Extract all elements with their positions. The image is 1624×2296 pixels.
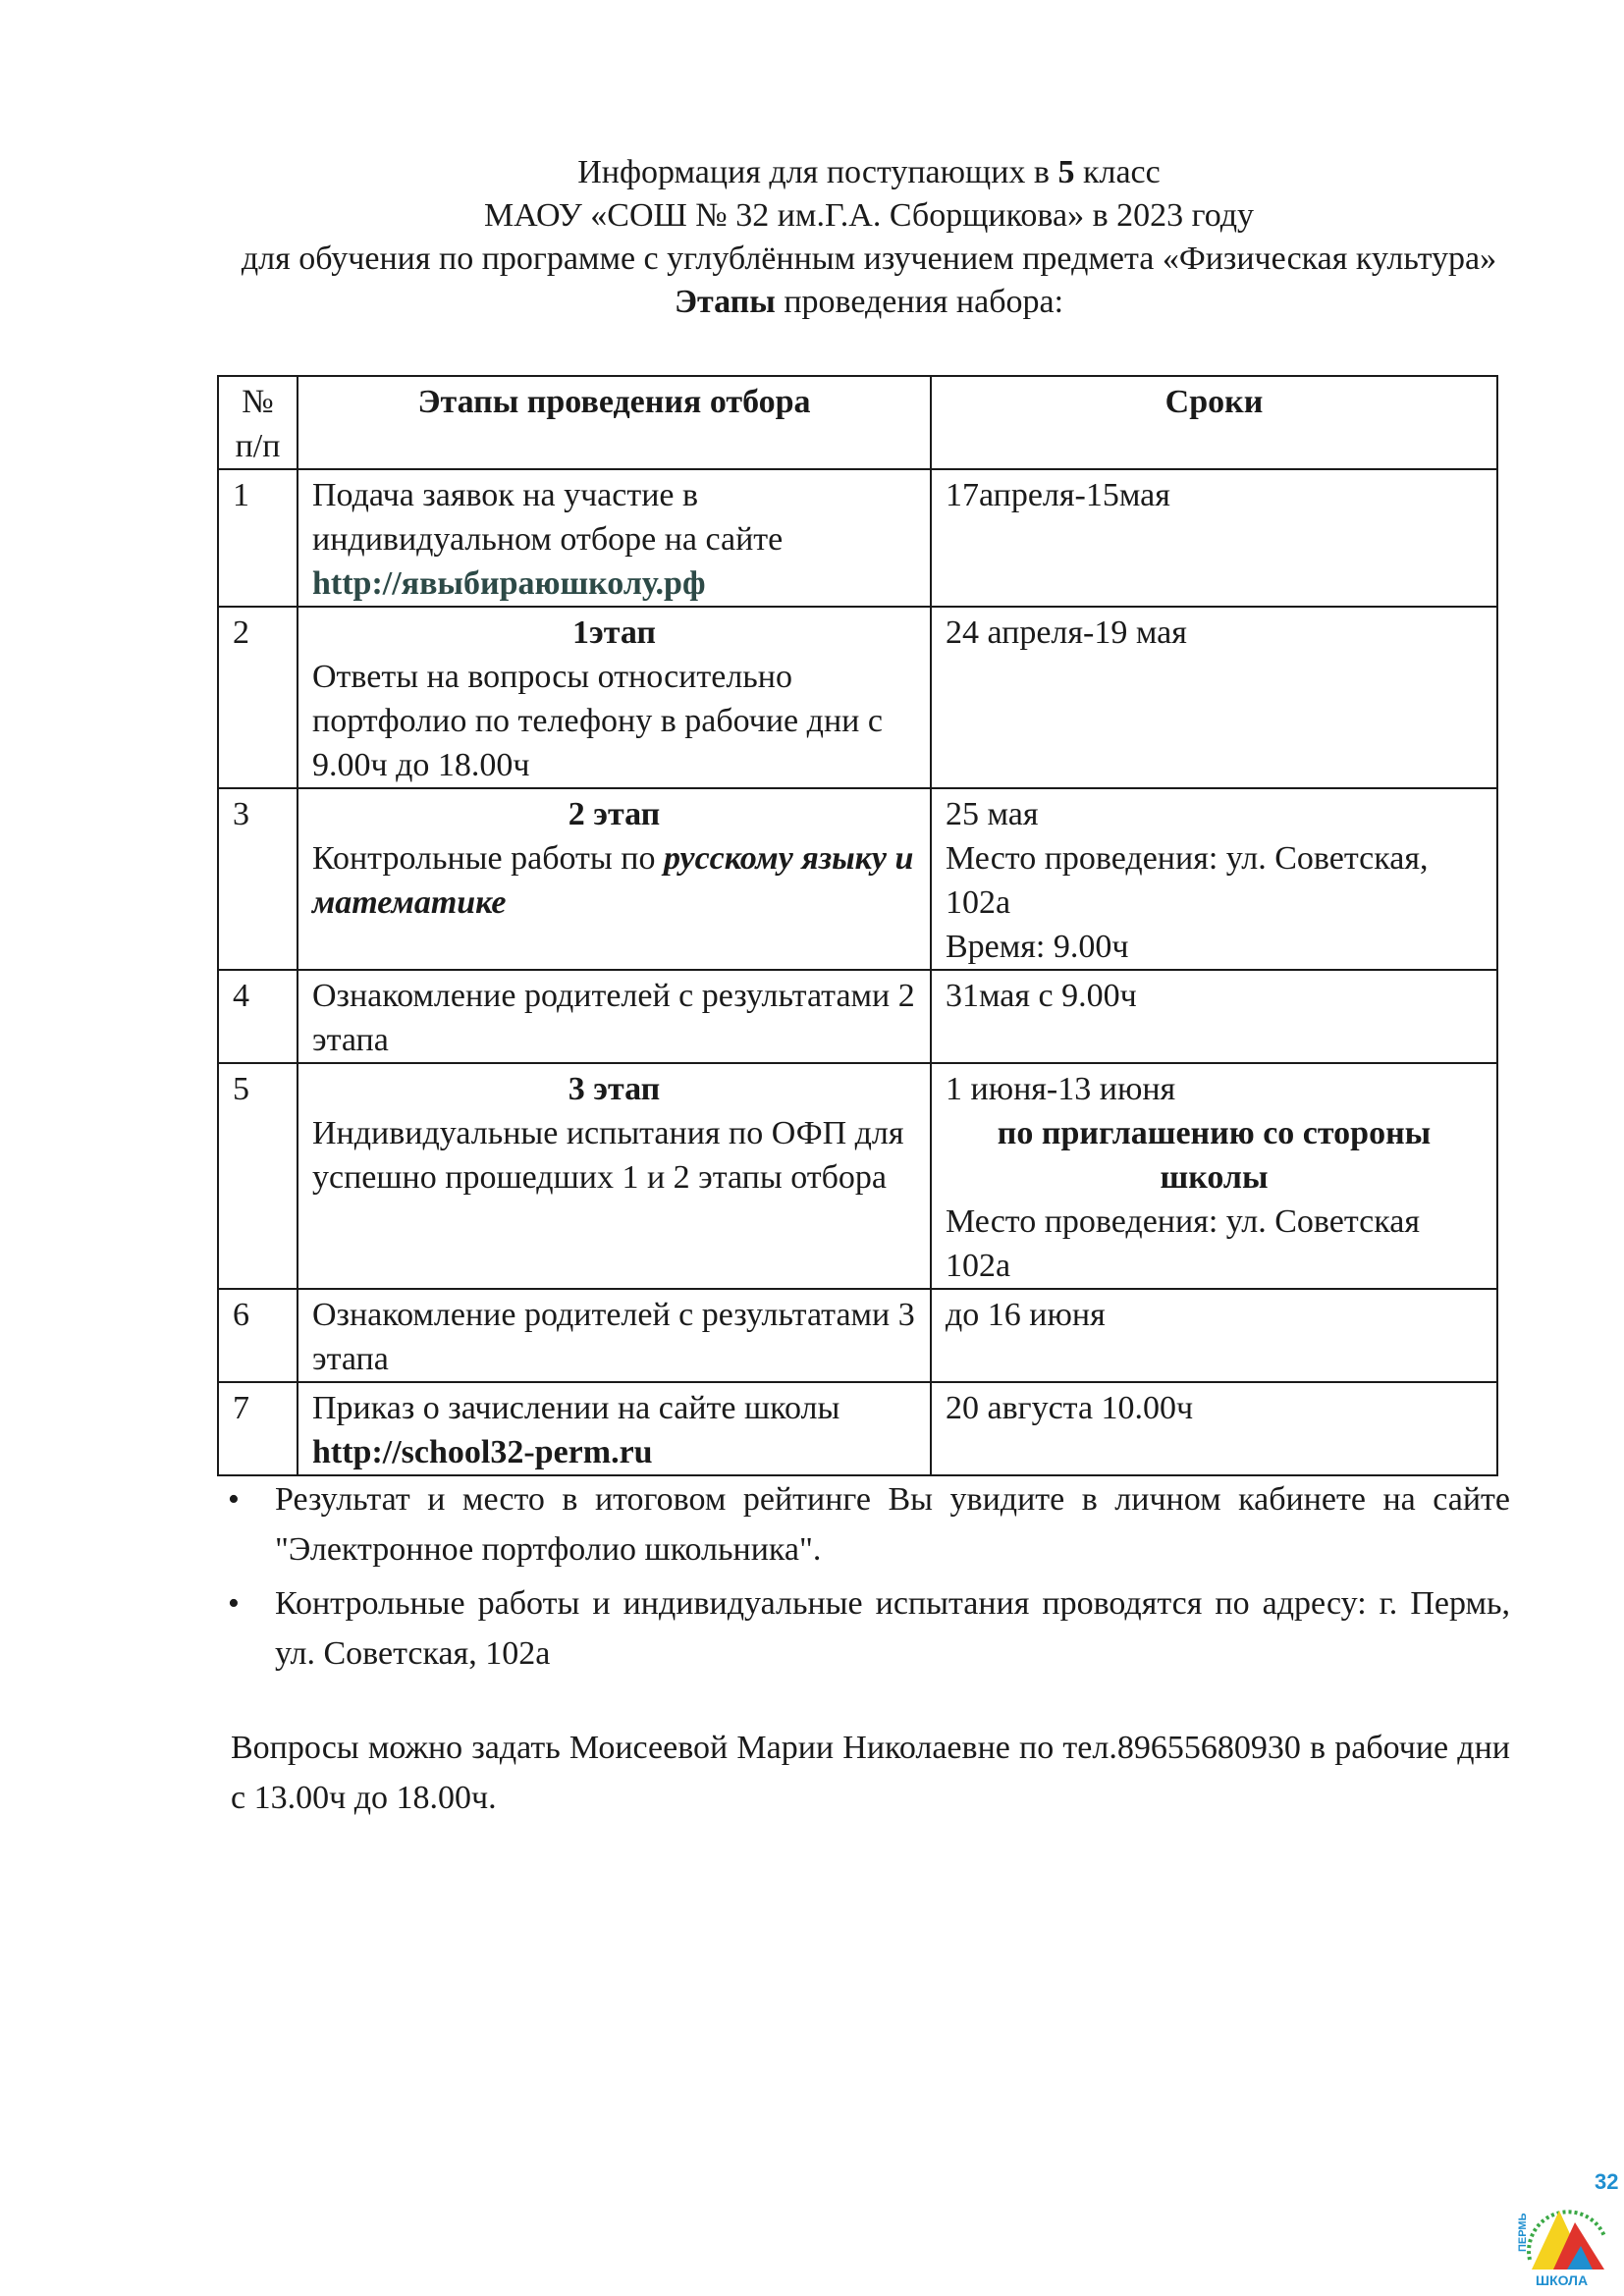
row-dates: 20 августа 10.00ч (931, 1382, 1497, 1475)
header-dates: Сроки (931, 376, 1497, 469)
invitation-note: по приглашению со стороны школы (997, 1115, 1432, 1196)
logo-number: 32 (1595, 2169, 1619, 2194)
row-num: 7 (218, 1382, 298, 1475)
bullet-icon: • (228, 1585, 240, 1622)
row-dates: 24 апреля-19 мая (931, 607, 1497, 788)
row-dates: 17апреля-15мая (931, 469, 1497, 607)
notes-list (228, 1474, 1510, 1682)
row-dates: 1 июня-13 июня по приглашению со стороны школы Место проведения: ул. Советская 102а (931, 1063, 1497, 1289)
table-row (218, 970, 1497, 1063)
stage-title: 1этап (572, 614, 656, 651)
table-row (218, 1382, 1497, 1475)
school-site-link[interactable]: http://school32-perm.ru (312, 1434, 653, 1470)
site-link[interactable]: http://явыбираюшколу.рф (312, 565, 706, 602)
row-stage: 3 этап Индивидуальные испытания по ОФП для успешно прошедших 1 и 2 этапы отбора (298, 1063, 931, 1289)
table-row (218, 1063, 1497, 1289)
heading-line-1: Информация для поступающих в 5 класс (577, 154, 1161, 190)
heading-line-4: Этапы проведения набора: (674, 284, 1064, 320)
heading-line-2: МАОУ «СОШ № 32 им.Г.А. Сборщикова» в 2023 году (483, 197, 1255, 234)
list-item: • Результат и место в итоговом рейтинге Вы увидите в личном кабинете на сайте "Электронное портфолио школьника". (275, 1474, 1510, 1575)
table-row (218, 469, 1497, 607)
stage-title: 3 этап (568, 1071, 661, 1107)
heading-line-3: для обучения по программе с углублённым изучением предмета «Физическая культура» (241, 240, 1497, 277)
row-stage: 2 этап Контрольные работы по русскому языку и математике (298, 788, 931, 970)
school-logo-icon (1510, 2167, 1619, 2289)
row-num: 2 (218, 607, 298, 788)
school-logo (1510, 2167, 1619, 2289)
logo-bottom-text: ШКОЛА (1536, 2272, 1589, 2288)
row-stage: Ознакомление родителей с результатами 3 этапа (298, 1289, 931, 1382)
stages-table (217, 375, 1498, 1476)
table-row (218, 1289, 1497, 1382)
row-dates: 31мая с 9.00ч (931, 970, 1497, 1063)
list-item: • Контрольные работы и индивидуальные испытания проводятся по адресу: г. Пермь, ул. Советская, 102а (275, 1578, 1510, 1679)
table-row (218, 607, 1497, 788)
table-header-row (218, 376, 1497, 469)
row-num: 1 (218, 469, 298, 607)
row-stage: Ознакомление родителей с результатами 2 этапа (298, 970, 931, 1063)
header-num: № п/п (218, 376, 298, 469)
document-heading (221, 151, 1517, 324)
stage-title: 2 этап (568, 796, 661, 832)
row-dates: до 16 июня (931, 1289, 1497, 1382)
bullet-icon: • (228, 1481, 240, 1518)
row-num: 4 (218, 970, 298, 1063)
row-num: 6 (218, 1289, 298, 1382)
table-row (218, 788, 1497, 970)
logo-side-text: ПЕРМЬ (1517, 2213, 1529, 2252)
stage-subjects: русскому языку и математике (312, 840, 914, 921)
row-num: 5 (218, 1063, 298, 1289)
row-stage: Подача заявок на участие в индивидуальном отборе на сайте http://явыбираюшколу.рф (298, 469, 931, 607)
row-stage: Приказ о зачислении на сайте школы http://school32-perm.ru (298, 1382, 931, 1475)
row-stage: 1этап Ответы на вопросы относительно портфолио по телефону в рабочие дни с 9.00ч до 18.00ч (298, 607, 931, 788)
contact-paragraph: Вопросы можно задать Моисеевой Марии Николаевне по тел.89655680930 в рабочие дни с 13.00ч до 18.00ч. (231, 1730, 1510, 1816)
row-num: 3 (218, 788, 298, 970)
row-dates: 25 мая Место проведения: ул. Советская, 102а Время: 9.00ч (931, 788, 1497, 970)
header-stage: Этапы проведения отбора (298, 376, 931, 469)
